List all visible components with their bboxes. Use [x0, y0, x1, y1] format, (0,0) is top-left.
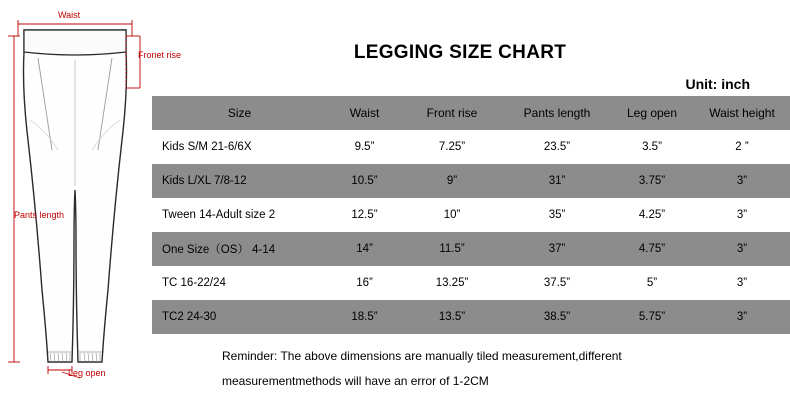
reminder-line-1: Reminder: The above dimensions are manually tiled measurement,different — [222, 349, 622, 363]
table-body — [152, 130, 790, 334]
cell-waist-height: 3” — [692, 266, 790, 300]
cell-size: Tween 14-Adult size 2 — [152, 198, 327, 232]
column-header-pants-length: Pants length — [502, 96, 612, 130]
column-header-waist: Waist — [327, 96, 402, 130]
cell-size: Kids L/XL 7/8-12 — [152, 164, 327, 198]
cell-pants-length: 38.5” — [502, 300, 612, 334]
leggings-illustration — [0, 0, 150, 412]
cell-waist-height: 3” — [692, 198, 790, 232]
size-chart-table — [152, 96, 790, 334]
cell-size: TC 16-22/24 — [152, 266, 327, 300]
reminder-line-2: measurementmethods will have an error of 1-2CM — [222, 374, 489, 388]
leggings-diagram — [0, 0, 182, 412]
diagram-label-waist: Waist — [58, 10, 81, 20]
diagram-label-pants-length: Pants length — [14, 210, 65, 220]
cell-waist-height: 3” — [692, 300, 790, 334]
cell-waist: 14” — [327, 232, 402, 266]
unit-label: Unit: inch — [685, 76, 750, 92]
cell-front-rise: 9” — [402, 164, 502, 198]
cell-leg-open: 4.75” — [612, 232, 692, 266]
cell-size: Kids S/M 21-6/6X — [152, 130, 327, 164]
table-header-row — [152, 96, 790, 130]
cell-waist: 18.5” — [327, 300, 402, 334]
cell-leg-open: 3.75” — [612, 164, 692, 198]
cell-waist-height: 3” — [692, 164, 790, 198]
table-row — [152, 300, 790, 334]
column-header-size: Size — [152, 96, 327, 130]
cell-leg-open: 4.25” — [612, 198, 692, 232]
table-row — [152, 232, 790, 266]
cell-front-rise: 13.25” — [402, 266, 502, 300]
cell-waist: 10.5” — [327, 164, 402, 198]
diagram-label-front-rise: Fronet rise — [138, 50, 182, 60]
cell-leg-open: 3.5” — [612, 130, 692, 164]
cell-size: TC2 24-30 — [152, 300, 327, 334]
cell-pants-length: 37.5” — [502, 266, 612, 300]
cell-waist: 12.5” — [327, 198, 402, 232]
column-header-waist-height: Waist height — [692, 96, 790, 130]
page-title: LEGGING SIZE CHART — [353, 42, 567, 63]
diagram-label-leg-open: Leg open — [68, 368, 106, 378]
cell-pants-length: 23.5” — [502, 130, 612, 164]
cell-front-rise: 11.5” — [402, 232, 502, 266]
cell-pants-length: 31” — [502, 164, 612, 198]
cell-waist-height: 3” — [692, 232, 790, 266]
table-row — [152, 164, 790, 198]
cell-pants-length: 37” — [502, 232, 612, 266]
reminder-note — [222, 344, 762, 394]
column-header-front-rise: Front rise — [402, 96, 502, 130]
cell-waist: 9.5” — [327, 130, 402, 164]
table-header — [152, 96, 790, 130]
cell-pants-length: 35” — [502, 198, 612, 232]
table-row — [152, 198, 790, 232]
table-row — [152, 266, 790, 300]
cell-waist-height: 2 ” — [692, 130, 790, 164]
cell-leg-open: 5” — [612, 266, 692, 300]
column-header-leg-open: Leg open — [612, 96, 692, 130]
table-row — [152, 130, 790, 164]
cell-front-rise: 7.25” — [402, 130, 502, 164]
waistband — [24, 30, 126, 55]
cell-front-rise: 13.5” — [402, 300, 502, 334]
cell-size: One Size（OS） 4-14 — [152, 232, 327, 266]
cell-leg-open: 5.75” — [612, 300, 692, 334]
cell-waist: 16” — [327, 266, 402, 300]
cell-front-rise: 10” — [402, 198, 502, 232]
